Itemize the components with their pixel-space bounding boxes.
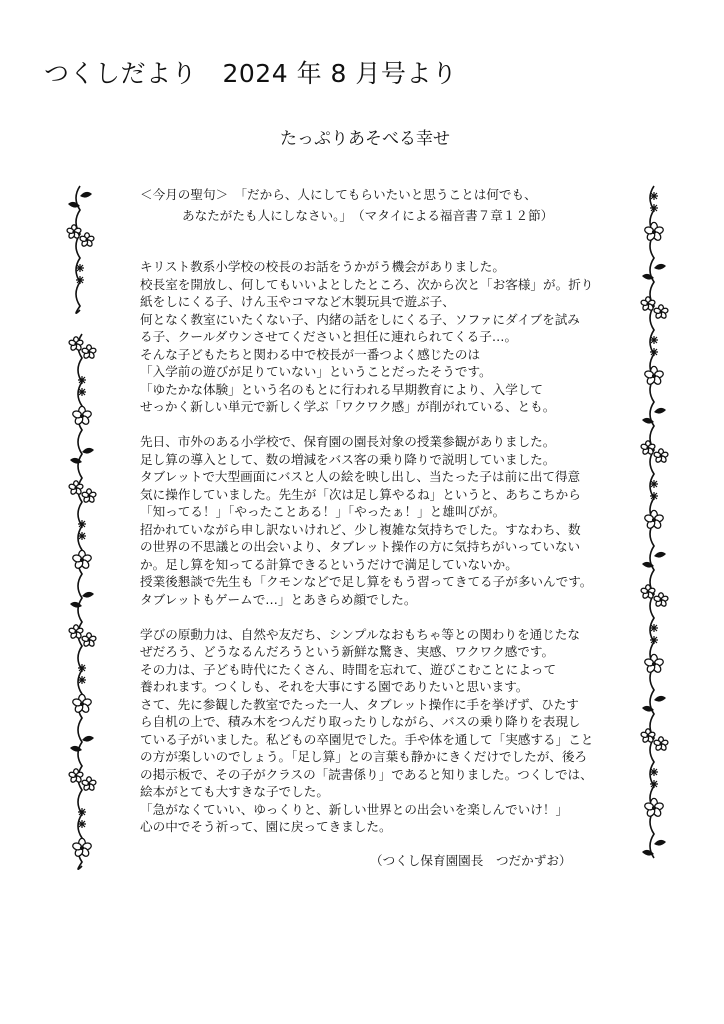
floral-vine-icon bbox=[62, 330, 102, 870]
scripture-verse bbox=[140, 184, 553, 226]
text-line: キリスト教系小学校の校長のお話をうかがう機会がありました。 bbox=[140, 259, 505, 274]
text-line: る子、クールダウンさせてくださいと担任に連れられてくる子…。 bbox=[140, 329, 518, 344]
text-line: 招かれていながら申し訳ないけれど、少し複雑な気持ちでした。すなわち、数 bbox=[140, 521, 581, 537]
text-line: ている子がいました。私どもの卒園児でした。手や体を通して「実感する」こと bbox=[140, 731, 594, 747]
text-line: 校長室を開放し、何してもいいよとしたところ、次から次と「お客様」が。折り bbox=[140, 276, 594, 292]
text-line: 「入学前の遊びが足りていない」ということだったそうです。 bbox=[140, 364, 492, 379]
right-vine bbox=[634, 182, 674, 862]
text-line: 養われます。つくしも、それを大事にする園でありたいと思います。 bbox=[140, 679, 529, 694]
paragraph-2 bbox=[140, 433, 640, 608]
text-line: 紙をしにくる子、けん玉やコマなど木製玩具で遊ぶ子、 bbox=[140, 294, 455, 309]
newsletter-title: つくしだより 2024 年 8 月号より bbox=[44, 59, 458, 88]
verse-line-1: ＜今月の聖句＞ 「だから、人にしてもらいたいと思うことは何でも、 bbox=[140, 187, 537, 202]
text-line: ぜだろう、どうなるんだろうという新鮮な驚き、実感、ワクワク感です。 bbox=[140, 644, 555, 659]
floral-vine-icon bbox=[60, 182, 100, 314]
text-line: 授業後懇談で先生も「クモンなどで足し算をもう習ってきてる子が多いんです。 bbox=[140, 574, 593, 589]
text-line: 「知ってる！」「やったことある！」「やったぁ！」と雄叫びが。 bbox=[140, 504, 506, 519]
text-line: 先日、市外のある小学校で、保育園の園長対象の授業参観がありました。 bbox=[140, 434, 556, 449]
text-line: 気に操作していました。先生が「次は足し算やるね」というと、あちこちから bbox=[140, 486, 581, 502]
text-line: その力は、子ども時代にたくさん、時間を忘れて、遊びこむことによって bbox=[140, 661, 557, 677]
text-line: 心の中でそう祈って、園に戻ってきました。 bbox=[140, 819, 392, 834]
text-line: タブレットで大型画面にバスと人の絵を映し出し、当たった子は前に出て得意 bbox=[140, 469, 581, 484]
paragraph-1 bbox=[140, 258, 640, 416]
text-line: の方が楽しいのでしょう。「足し算」との言葉も静かにきくだけでしたが、後ろ bbox=[140, 749, 588, 764]
left-vine-bottom bbox=[62, 330, 102, 870]
paragraph-3 bbox=[140, 626, 640, 836]
author-signature: （つくし保育園園長 つだかずお） bbox=[370, 853, 572, 868]
text-line: 「ゆたかな体験」という名のもとに行われる早期教育により、入学して bbox=[140, 381, 543, 397]
text-line: 何となく教室にいたくない子、内緒の話をしにくる子、ソファにダイブを試み bbox=[140, 311, 580, 327]
text-line: 学びの原動力は、自然や友だち、シンプルなおもちゃ等との関わりを通じたな bbox=[140, 626, 580, 642]
paragraph-gap bbox=[140, 608, 640, 626]
left-vine-top bbox=[60, 182, 100, 314]
text-line: さて、先に参観した教室でたった一人、タブレット操作に手を挙げず、ひたす bbox=[140, 696, 579, 712]
text-line: そんな子どもたちと関わる中で校長が一番つよく感じたのは bbox=[140, 346, 481, 362]
article-title: たっぷりあそべる幸せ bbox=[280, 129, 450, 149]
text-line: 足し算の導入として、数の増減をバス客の乗り降りで説明していました。 bbox=[140, 451, 556, 467]
text-line: の世界の不思議との出会いより、タブレット操作の方に気持ちがいっていない bbox=[140, 539, 581, 554]
text-line: か。足し算を知ってる計算できるというだけで満足していないか。 bbox=[140, 556, 518, 572]
text-line: せっかく新しい単元で新しく学ぶ「ワクワク感」が削がれている、とも。 bbox=[140, 399, 556, 414]
article-body bbox=[140, 258, 640, 836]
floral-vine-icon bbox=[634, 182, 674, 862]
text-line: タブレットもゲームで…」とあきらめ顔でした。 bbox=[140, 591, 417, 607]
text-line: 「急がなくていい、ゆっくりと、新しい世界との出会いを楽しんでいけ！」 bbox=[140, 801, 569, 817]
text-line: ら自机の上で、積み木をつんだり取ったりしながら、バスの乗り降りを表現し bbox=[140, 714, 581, 729]
text-line: の掲示板で、その子がクラスの「読書係り」であると知りました。つくしでは、 bbox=[140, 766, 593, 782]
paragraph-gap bbox=[140, 416, 640, 434]
text-line: 絵本がとても大すきな子でした。 bbox=[140, 784, 329, 799]
verse-line-2: あなたがたも人にしなさい。」 （マタイによる福音書７章１２節） bbox=[182, 208, 554, 223]
